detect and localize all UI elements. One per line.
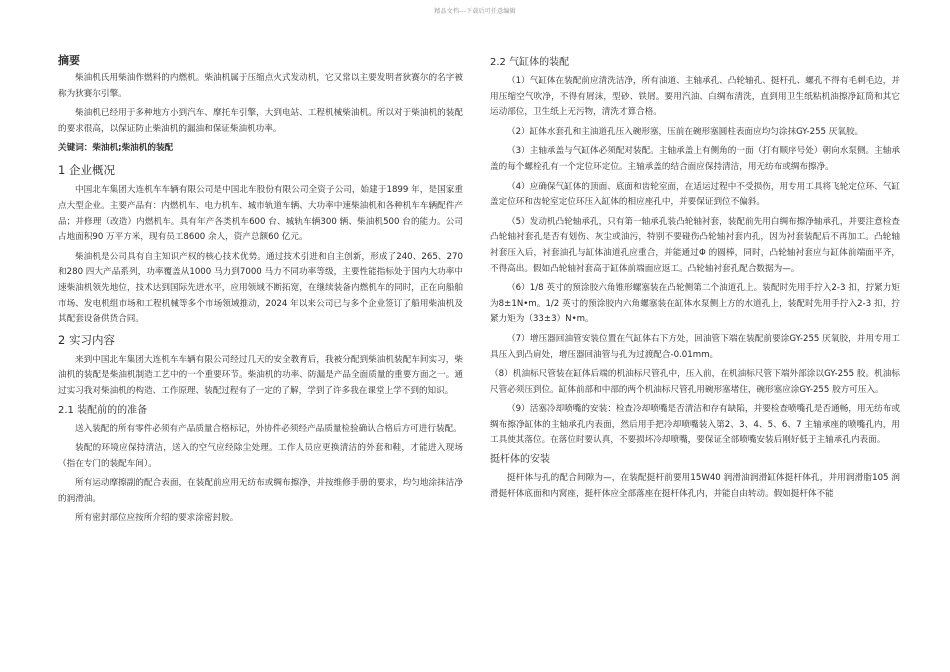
- section-2-2-title: 2.2 气缸体的装配: [490, 57, 570, 68]
- abstract-paragraph-2: 柴油机已经用于多种地方小到汽车、摩托车引擎，大到电站、工程机械柴油机。所以对于柴油机的装配的要求很高，以保证防止柴油机的漏油和保证柴油机功率。: [58, 108, 463, 134]
- cylinder-step-8: （8）机油标尺管装在缸体后端的机油标尺管孔中，压入前，在机油标尺管下端外部涂以GY-255 胶。机油标尺管必须压到位。缸体前部和中部的两个机油标尺管孔用碗形塞堵住，碗形塞应涂GY-255 胶方可压入。: [490, 369, 900, 395]
- section-1-paragraph-2: 柴油机是公司具有自主知识产权的核心技术优势。通过技术引进和自主创新，形成了240、265、270 和280 四大产品系列，功率覆盖从1000 马力到7000 马力不同功率等级，主要性能指标处于国内大功率中速柴油机领先地位，技术达到国际先进水平，应用领域不断拓宽，在继续装备内燃机车的同时，正在向船舶市场、发电机组市场和工程机械等多个市场领域推动，2024 年以来公司已与多个企业签订了船用柴油机及其配套设备供货合同。: [58, 251, 463, 325]
- section-2-1-paragraph-2: 装配的环境应保持清洁，送入的空气应经除尘处理。工作人员应更换清洁的外套和鞋，才能进入现场（指在专门的装配车间）。: [58, 443, 463, 469]
- cylinder-step-4: （4）应确保气缸体的顶面、底面和齿轮室面，在适运过程中不受损伤，用专用工具将飞轮定位环、气缸盖定位环和齿轮室定位环压入缸体的相应座孔中，并要保证到位不偏斜。: [490, 181, 900, 208]
- cylinder-step-7: （7）增压器回油管安装位置在气缸体右下方处，回油管下端在装配前要涂GY-255 厌氧胶，并用专用工具压入到凸肩处，增压器回油管与孔为过渡配合-0.01mm。: [490, 333, 900, 360]
- section-2-1-paragraph-4: 所有密封部位应按所介绍的要求涂密封胶。: [75, 513, 239, 524]
- section-1-paragraph-1: 中国北车集团大连机车车辆有限公司是中国北车股份有限公司全资子公司，始建于1899 年，是国家重点大型企业。主要产品有：内燃机车、电力机车、城市轨道车辆、大功率中速柴油机和各种机车车辆配件产品；并修理（改造）内燃机车。具有年产各类机车600 台、城轨车辆300 辆、柴油机500 台的能力。公司占地面积90 万平方米，现有员工8600 余人，资产总额60 亿元。: [58, 185, 463, 243]
- abstract-paragraph-1: 柴油机氏用柴油作燃料的内燃机。柴油机属于压缩点火式发动机，它又常以主要发明者狄赛尔的名字被称为狄赛尔引擎。: [58, 73, 463, 99]
- cylinder-step-1: （1）气缸体在装配前应清洗洁净，所有油道、主轴承孔、凸轮轴孔、挺杆孔、螺孔不得有毛刺毛边，并用压缩空气吹净，不得有屑沫，型砂、铁屑。要用汽油、白绸布清洗，直到用卫生纸粘机油擦净缸筒和其它运动部位，卫生纸上无污物，清洗才算合格。: [490, 76, 900, 118]
- left-column: [58, 54, 463, 531]
- cylinder-step-5: （5）发动机凸轮轴承孔，只有第一轴承孔装凸轮轴衬套，装配前先用白绸布擦净轴承孔，并要注意检查凸轮轴衬套孔是否有划伤、灰尘或油污，特别不要碰伤凸轮轴衬套内孔，因为衬套装配后不再加工。凸轮轴衬套压入后，衬套油孔与缸体油道孔应重合，并能通过Φ 的圆棒，同时，凸轮轴衬套应与缸体前端面平齐，不得高出。假如凸轮轴衬套高于缸体前端面应返工。凸轮轴衬套孔配合数据为—。: [490, 216, 900, 274]
- cylinder-step-6: （6）1/8 英寸的预涂胶六角锥形螺塞装在凸轮侧第二个油道孔上。装配时先用手拧入2-3 扣，拧紧力矩为8±1N•m。1/2 英寸的预涂胶内六角螺塞装在缸体水泵侧上方的水道孔上，装配时先用手拧入2-3 扣，拧紧力矩为（33±3）N•m。: [490, 283, 900, 325]
- abstract-title: 摘要: [58, 54, 80, 67]
- cylinder-step-9: （9）活塞冷却喷嘴的安装：检查冷却喷嘴是否清洁和存有缺陷，并要检查喷嘴孔是否通畅，用无纺布或绸布擦净缸体的主轴承孔内表面，然后用手把冷却喷嘴装入第2、3、4、5、6、7 主轴承座的喷嘴孔内，用工具使其落位。在落位时要认真，不要损坏冷却喷嘴，要保证全部喷嘴安装后刚好低于主轴承孔内表面。: [490, 404, 900, 446]
- section-2-title: 2 实习内容: [58, 332, 115, 347]
- cylinder-step-3: （3）主轴承盖与气缸体必须配对装配。主轴承盖上有侧角的一面（打有顺序号处）朝向水泵侧。主轴承盖的每个螺栓孔有一个定位环定位。主轴承盖的结合面应保持清洁，用无纺布或绸布擦净。: [490, 146, 900, 172]
- section-2-1-paragraph-1: 送入装配的所有零件必须有产品质量合格标记，外协件必须经产品质量检验确认合格后方可进行装配。: [75, 423, 462, 434]
- section-tappet-title: 挺杆体的安装: [490, 454, 550, 466]
- section-2-1-paragraph-3: 所有运动摩擦副的配合表面，在装配前应用无纺布或绸布擦净，并按维修手册的要求，均匀地涂抹洁净的润滑油。: [58, 478, 463, 504]
- section-1-title: 1 企业概况: [58, 163, 115, 178]
- right-column: [490, 54, 900, 506]
- tappet-paragraph-1: 挺杆体与孔的配合间隙为—，在装配挺杆前要用15W40 润滑油润滑缸体挺杆体孔，并用润滑脂105 润滑挺杆体底面和内窝座，挺杆体应全部落座在挺杆体孔内，并能自由转动。假如挺杆体不能: [490, 473, 900, 499]
- keywords: 关键词：柴油机;柴油机的装配: [58, 143, 174, 154]
- page-header-note: 精品文档---下载后可任意编辑: [434, 8, 516, 15]
- cylinder-step-2: （2）缸体水套孔和主油道孔压入碗形塞，压前在碗形塞圆柱表面应均匀涂抹GY-255 厌氧胶。: [507, 126, 864, 137]
- section-2-1-title: 2.1 装配前的的准备: [58, 404, 148, 416]
- section-2-paragraph-1: 来到中国北车集团大连机车车辆有限公司经过几天的安全教育后，我被分配到柴油机装配车间实习，柴油机的装配是柴油机制造工艺中的一个重要环节。柴油机的功率、防漏是产品全面质量的重要方面之一。通过实习我对柴油机的构造、工作原理、装配过程有了一定的了解，学到了许多我在课堂上学不到的知识。: [58, 354, 463, 396]
